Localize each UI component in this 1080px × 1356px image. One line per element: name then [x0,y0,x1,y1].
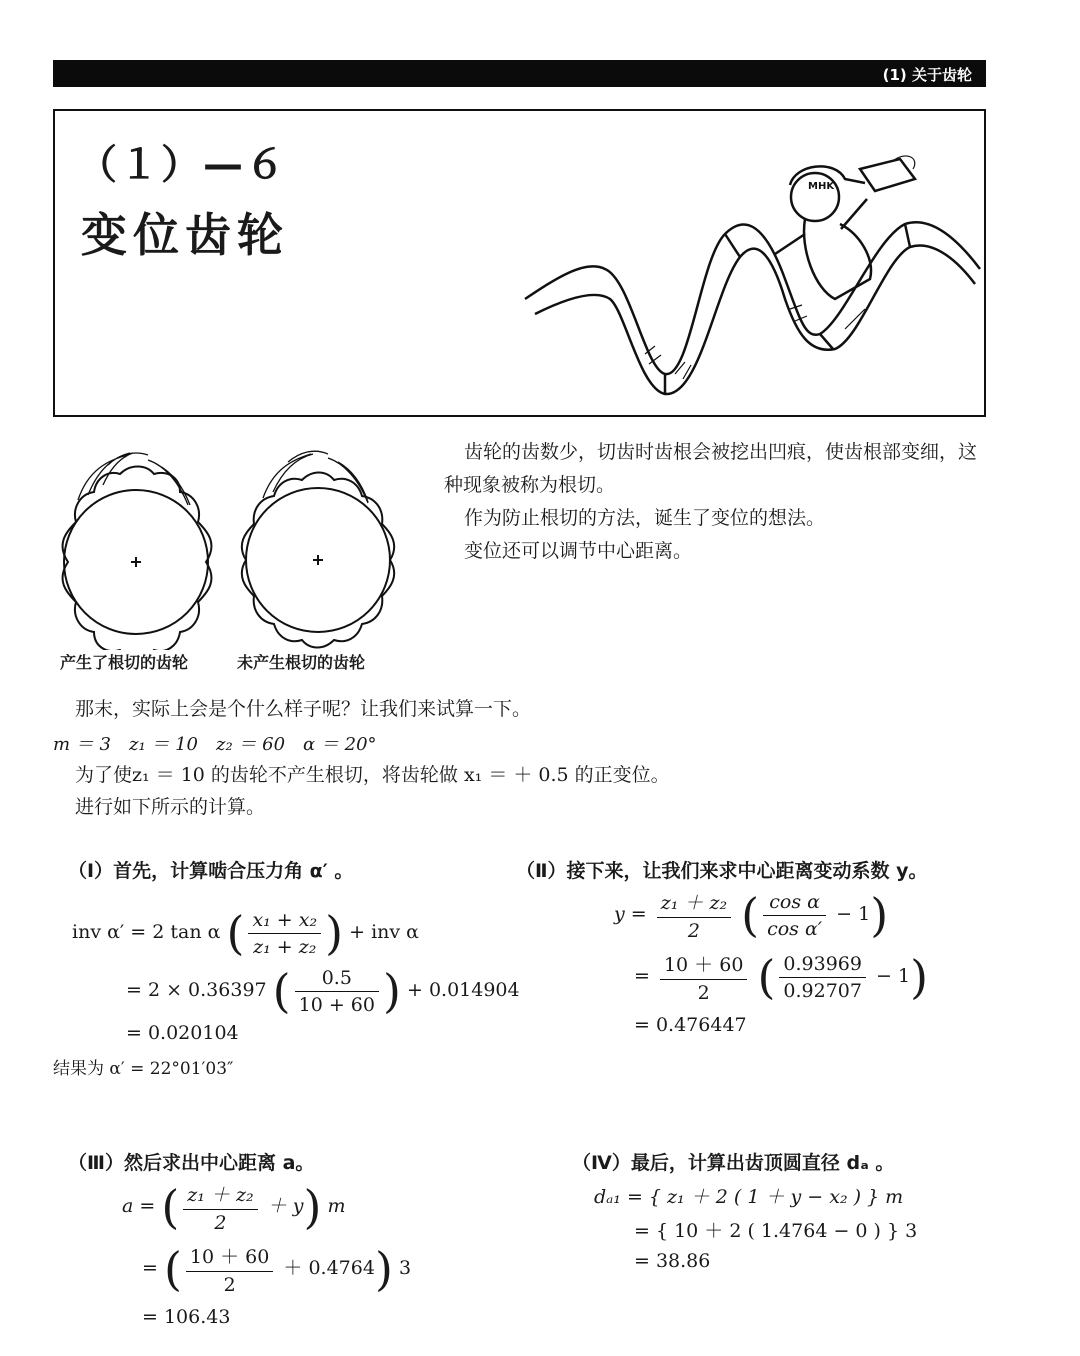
s2-eq1-minus: − 1 [836,903,871,925]
s2-eq1-left: y = [614,903,647,925]
equals-sign: = [634,965,650,987]
profile-shift-line: 为了使z₁ ＝ 10 的齿轮不产生根切，将齿轮做 x₁ ＝ ＋ 0.5 的正变位。 [75,764,670,786]
section-2-heading: （Ⅱ）接下来，让我们来求中心距离变动系数 y。 [516,860,928,882]
caption-no-undercut: 未产生根切的齿轮 [237,653,366,672]
intro-paragraph-1: 齿轮的齿数少，切齿时齿根会被挖出凹痕，使齿根部变细，这种现象被称为根切。 [444,441,978,496]
section-2-eq-1 [614,888,888,942]
s2-eq2-den2: 0.92707 [783,979,862,1002]
paren-open: ( [741,888,760,942]
question-line: 那末，实际上会是个什么样子呢？让我们来试算一下。 [75,698,532,720]
paren-open: ( [272,964,291,1018]
section-number: （１）—６ [77,142,287,188]
section-3-eq-3: = 106.43 [142,1306,231,1328]
title-box [53,109,986,417]
paren-close: ) [910,950,929,1004]
section-1-eq-2 [126,964,520,1018]
s3-eq2-plus: ＋ 0.4764 [283,1257,375,1279]
s3-eq1-num: z₁ ＋ z₂ [183,1180,257,1210]
s1-eq1-left: inv α′ = 2 tan α [72,921,221,943]
section-4-eq-2: = { 10 ＋ 2 ( 1.4764 − 0 ) } 3 [634,1220,918,1242]
section-3-heading: （Ⅲ）然后求出中心距离 a。 [68,1152,315,1174]
section-1-eq-3: = 0.020104 [126,1022,239,1044]
section-1-heading: （Ⅰ）首先，计算啮合压力角 α′ 。 [68,860,354,882]
s1-eq1-right: + inv α [349,921,419,943]
s2-eq1-num1: z₁ ＋ z₂ [657,888,731,918]
s3-eq1-den: 2 [214,1212,227,1234]
s2-eq1-num2: cos α [763,891,826,916]
caption-undercut: 产生了根切的齿轮 [60,653,189,672]
s2-eq1-den2: cos α′ [767,917,823,940]
section-3-eq-2 [142,1242,411,1296]
paren-open: ( [757,950,776,1004]
s3-eq2-num: 10 ＋ 60 [186,1242,273,1272]
equals-sign: = [142,1257,158,1279]
undercut-gear-icon [63,453,212,650]
s2-eq2-minus: − 1 [876,965,911,987]
section-2-eq-2 [634,950,928,1004]
s1-eq1-num: x₁ + x₂ [248,909,321,934]
section-1-result: 结果为 α′ = 22°01′03″ [53,1059,234,1079]
s1-eq2-den: 10 + 60 [298,993,375,1016]
worker-on-rack-icon [515,139,985,409]
paren-close: ) [303,1180,322,1234]
chapter-tag: (1) 关于齿轮 [882,66,972,84]
paren-close: ) [374,1242,393,1296]
s3-eq1-tail: m [327,1195,346,1217]
header-bar [53,60,986,87]
intro-paragraph-2: 作为防止根切的方法，诞生了变位的想法。 [464,507,826,529]
s1-eq1-den: z₁ + z₂ [253,935,317,958]
calc-intro-line: 进行如下所示的计算。 [75,796,266,818]
s3-eq2-den: 2 [223,1274,236,1296]
intro-paragraph-3: 变位还可以调节中心距离。 [464,540,693,562]
section-2-eq-3: = 0.476447 [634,1014,747,1036]
paren-open: ( [226,906,245,960]
cap-text: MHK [808,181,835,192]
s2-eq2-den1: 2 [697,982,710,1004]
gear-figures [48,440,418,650]
s1-eq2-left: = 2 × 0.36397 [126,979,267,1001]
intro-text [444,436,984,568]
s3-eq1-left: a = [122,1195,156,1217]
paren-close: ) [870,888,889,942]
section-4-eq-3: = 38.86 [634,1250,711,1272]
page-title: 变位齿轮 [81,208,289,262]
s1-eq2-right: + 0.014904 [406,979,520,1001]
paren-open: ( [161,1180,180,1234]
paren-close: ) [382,964,401,1018]
paren-open: ( [163,1242,182,1296]
paren-close: ) [325,906,344,960]
s2-eq2-num2: 0.93969 [779,953,866,978]
section-4-heading: （Ⅳ）最后，计算出齿顶圆直径 dₐ 。 [572,1152,895,1174]
section-1-eq-1 [72,906,419,960]
parameter-line: m ＝ 3 z₁ ＝ 10 z₂ ＝ 60 α ＝ 20° [53,734,377,755]
s2-eq1-den1: 2 [687,920,700,942]
s3-eq1-plus: ＋ y [267,1195,304,1217]
normal-gear-icon [242,451,394,647]
s3-eq2-tail: 3 [398,1257,412,1279]
section-3-eq-1 [122,1180,346,1234]
s1-eq2-num: 0.5 [295,967,379,992]
s2-eq2-num1: 10 ＋ 60 [660,950,747,980]
section-4-eq-1: dₐ₁ = { z₁ ＋ 2 ( 1 ＋ y − x₂ ) } m [594,1186,904,1208]
